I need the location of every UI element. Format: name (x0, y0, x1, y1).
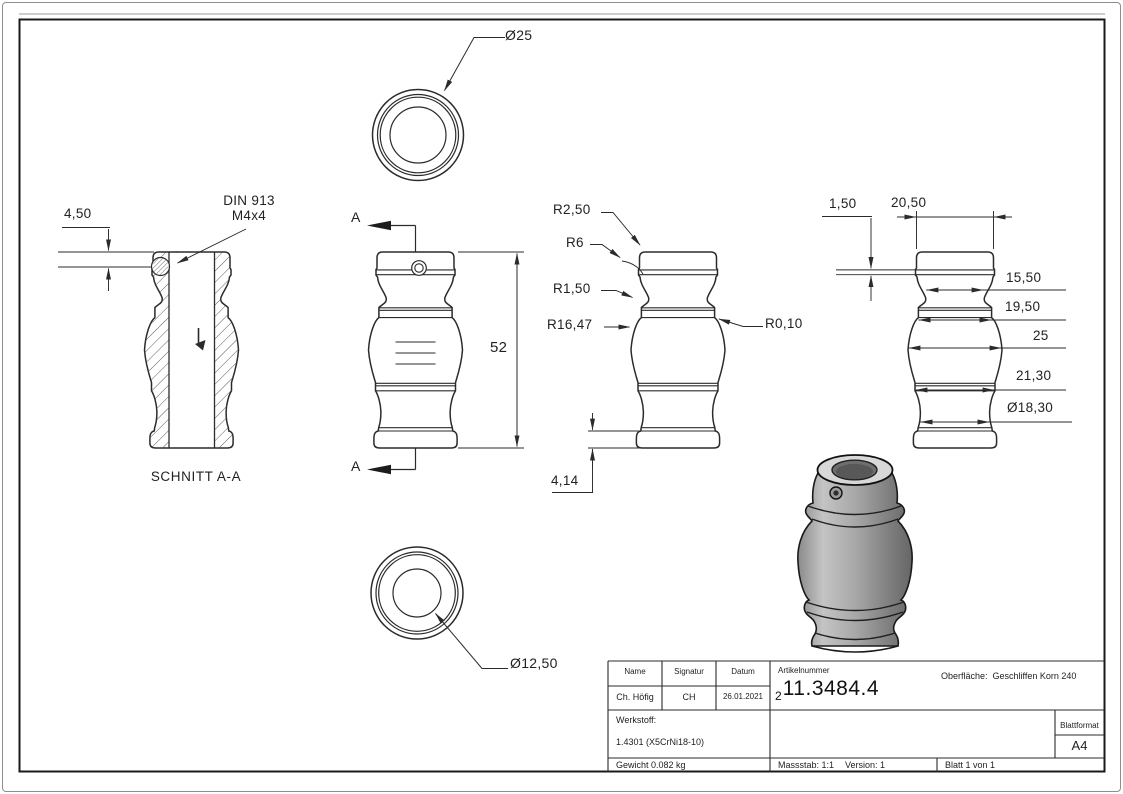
dim-bottom-diameter: Ø12,50 (510, 655, 558, 671)
render-3d (798, 455, 912, 652)
dim-screw-standard (211, 194, 287, 224)
dim-waist-width: 15,50 (1006, 270, 1042, 285)
tb-date-header: Datum (731, 667, 755, 676)
tb-format-value: A4 (1071, 738, 1088, 753)
din-standard: DIN 913 (223, 193, 275, 208)
section-arrow-top (367, 221, 391, 231)
section-view (145, 252, 239, 448)
dim-r-collar: R1,50 (553, 281, 591, 296)
tb-name-header: Name (624, 667, 646, 676)
dim-base-height: 4,14 (551, 473, 579, 488)
tb-article-number (775, 677, 879, 701)
dim-screw-depth: 4,50 (64, 206, 92, 221)
surface-value: Geschliffen Korn 240 (992, 671, 1077, 681)
section-mark-bottom: A (351, 458, 361, 474)
tb-material-label: Werkstoff: (616, 715, 657, 725)
section-mark-top: A (351, 209, 361, 225)
dim-cap-width: 20,50 (891, 195, 927, 210)
tb-surface (941, 671, 1076, 681)
tb-name-value: Ch. Höfig (616, 692, 654, 702)
dim-lower-collar-width: 21,30 (1016, 368, 1052, 383)
bottom-view (371, 547, 508, 669)
dim-r-cap: R2,50 (553, 202, 591, 217)
dim-overall-height: 52 (490, 339, 508, 356)
dim-collar-width: 19,50 (1005, 299, 1041, 314)
article-value: 11.3484.4 (782, 677, 880, 700)
tb-sheet: Blatt 1 von 1 (945, 760, 996, 770)
dim-r-edge: R0,10 (765, 316, 803, 331)
top-view (373, 38, 506, 181)
tb-material-value: 1.4301 (X5CrNi18-10) (616, 737, 705, 747)
dim-lower-neck-diameter: Ø18,30 (1007, 400, 1054, 415)
din-size: M4x4 (231, 207, 267, 223)
tb-format-label: Blattformat (1060, 721, 1099, 730)
tb-signature-header: Signatur (674, 667, 704, 676)
tb-weight: Gewicht 0.082 kg (616, 760, 686, 770)
profile-view (552, 213, 763, 493)
dim-r-neck: R6 (566, 235, 584, 250)
dim-belly-width: 25 (1033, 328, 1049, 343)
section-arrow-bottom (367, 465, 391, 475)
article-prefix: 2 (775, 689, 782, 703)
tb-date-value: 26.01.2021 (722, 692, 764, 701)
dim-band-height: 1,50 (829, 196, 857, 211)
tb-signature-value: CH (682, 692, 696, 702)
tb-scale: Massstab: 1:1 (778, 760, 835, 770)
surface-label: Oberfläche: (941, 671, 988, 681)
section-label: SCHNITT A-A (150, 469, 242, 484)
dim-r-belly: R16,47 (547, 317, 593, 332)
tb-article-label: Artikelnummer (778, 666, 830, 675)
dim-top-diameter: Ø25 (505, 27, 533, 43)
tb-version: Version: 1 (845, 760, 886, 770)
